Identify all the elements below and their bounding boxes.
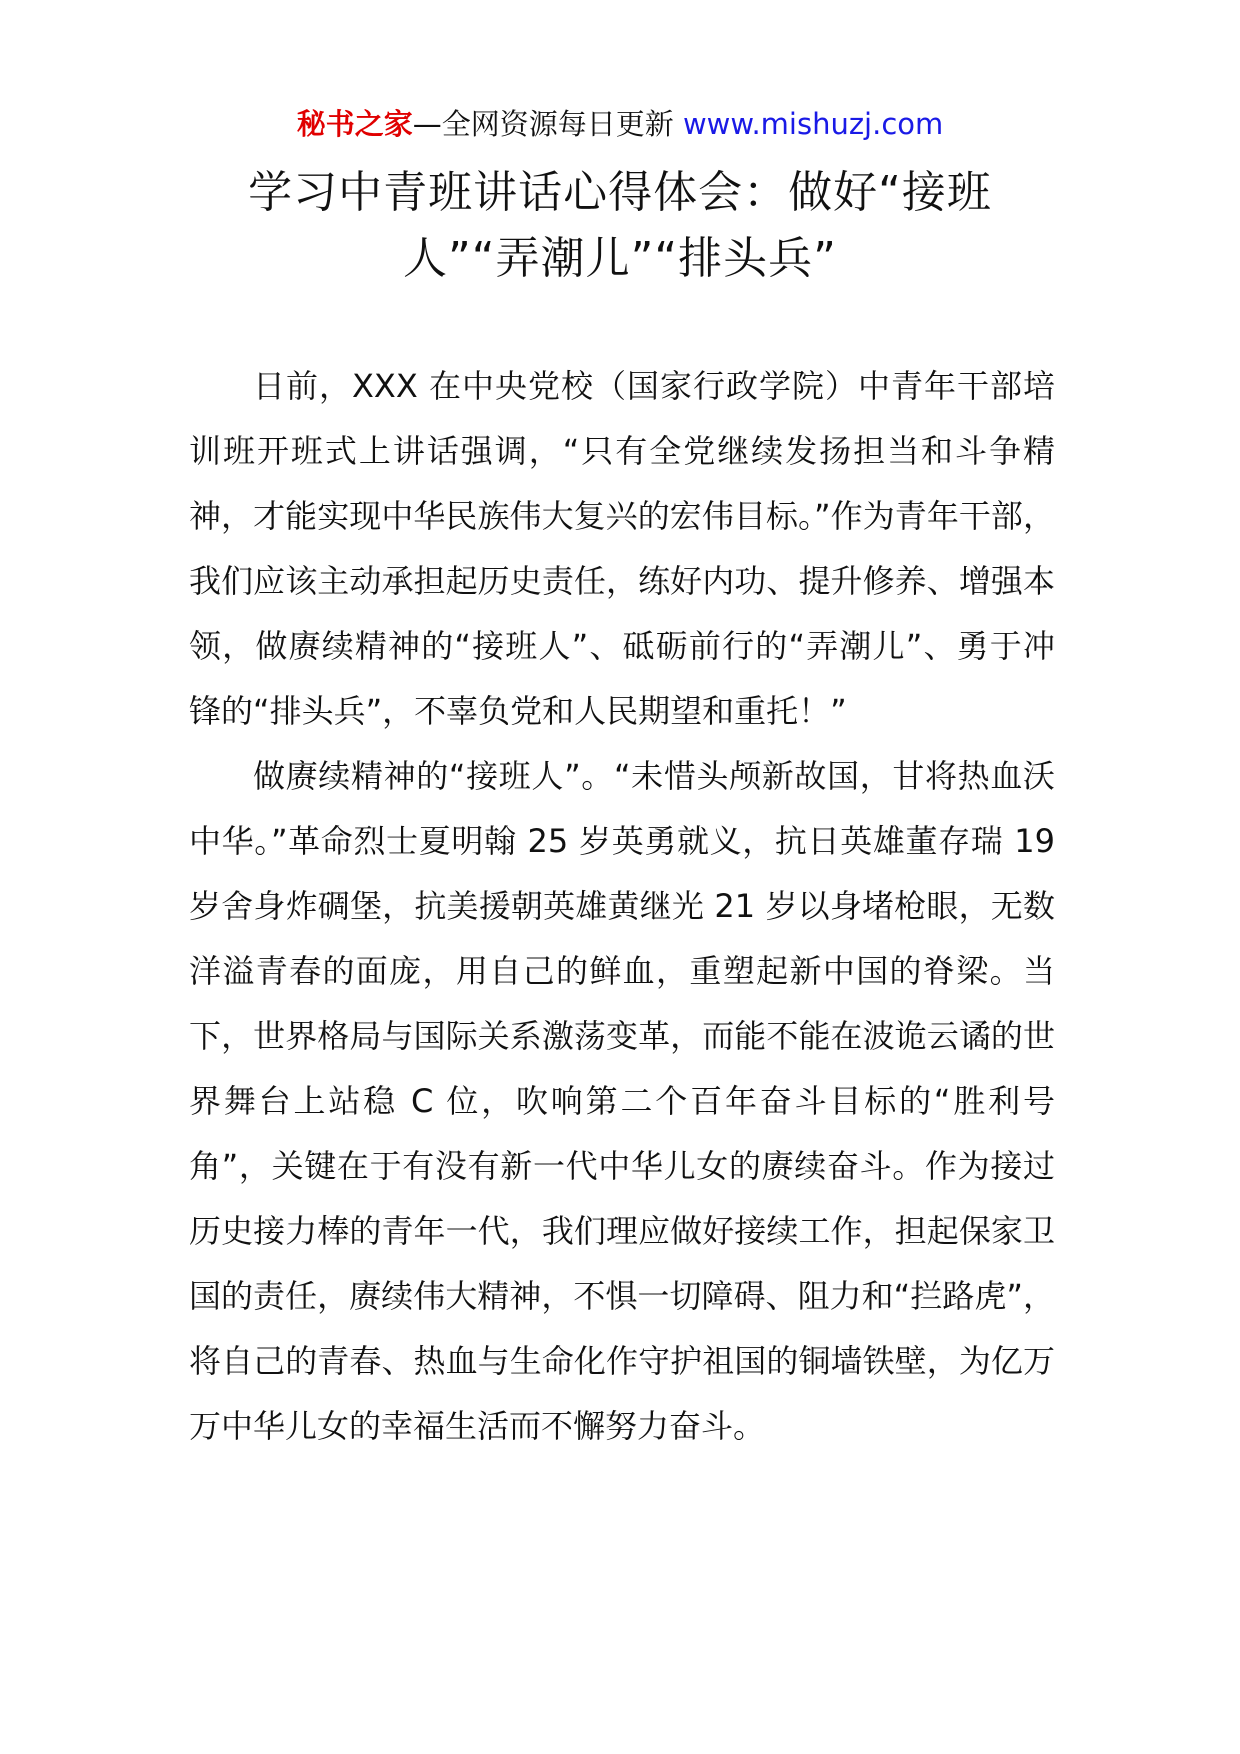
site-url-link[interactable]: www.mishuzj.com (682, 107, 944, 141)
body-paragraph: 日前，XXX 在中央党校（国家行政学院）中青年干部培训班开班式上讲话强调，“只有全党继续发扬担当和斗争精神，才能实现中华民族伟大复兴的宏伟目标。”作为青年干部，我们应该主动承担起历史责任，练好内功、提升修养、增强本领，做赓续精神的“接班人”、砥砺前行的“弄潮儿”、勇于冲锋的“排头兵”，不辜负党和人民期望和重托！” (189, 367, 1055, 730)
title-line-2: 人”“弄潮儿”“排头兵” (403, 233, 837, 284)
site-header (0, 104, 1240, 144)
brand-name: 秘书之家 (296, 107, 413, 141)
body-paragraph: 做赓续精神的“接班人”。“未惜头颅新故国，甘将热血沃中华。”革命烈士夏明翰 25 岁英勇就义，抗日英雄董存瑞 19 岁舍身炸碉堡，抗美援朝英雄黄继光 21 岁以身堵枪眼，无数洋溢青春的面庞，用自己的鲜血，重塑起新中国的脊梁。当下，世界格局与国际关系激荡变革，而能不能在波诡云谲的世界舞台上站稳 C 位，吹响第二个百年奋斗目标的“胜利号角”，关键在于有没有新一代中华儿女的赓续奋斗。作为接过历史接力棒的青年一代，我们理应做好接续工作，担起保家卫国的责任，赓续伟大精神，不惧一切障碍、阻力和“拦路虎”，将自己的青春、热血与生命化作守护祖国的铜墙铁壁，为亿万万中华儿女的幸福生活而不懈努力奋斗。 (189, 757, 1055, 1445)
document-body (189, 354, 1055, 1459)
title-line-1: 学习中青班讲话心得体会：做好“接班 (248, 167, 992, 218)
document-title (190, 160, 1050, 292)
header-slogan: —全网资源每日更新 (412, 107, 683, 141)
